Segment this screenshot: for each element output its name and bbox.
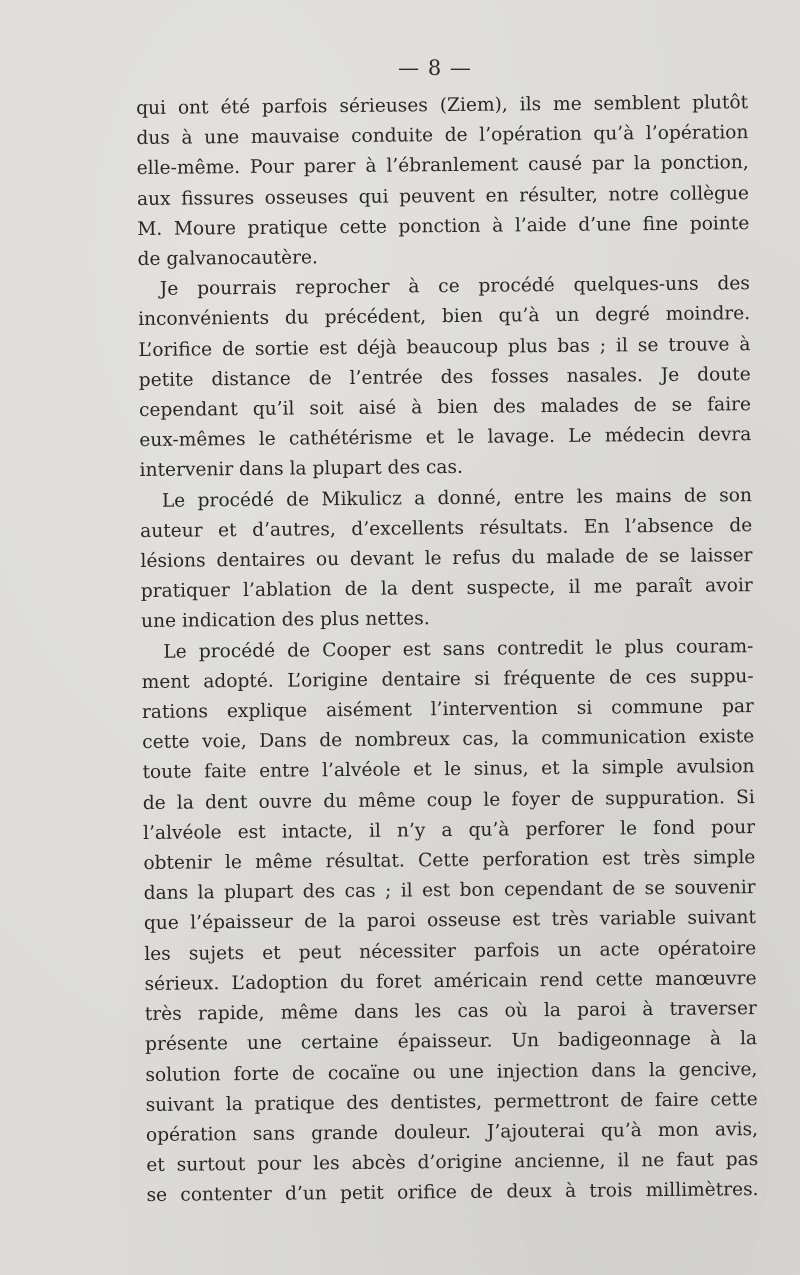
text-line: que l’épaisseur de la paroi osseuse est très variable suivant xyxy=(143,907,757,935)
text-line: les sujets et peut nécessiter parfois un acte opératoire xyxy=(144,937,757,965)
text-line: auteur et d’autres, d’excellents résultats. En l’absence de xyxy=(140,514,753,542)
text-line: intervenir dans la plupart des cas. xyxy=(139,457,463,482)
text-line: Je pourrais reprocher à ce procédé quelques-uns des xyxy=(159,273,750,300)
text-line: dus à une mauvaise conduite de l’opération qu’à l’opération xyxy=(136,122,749,150)
text-line: qui ont été parfois sérieuses (Ziem), ils me semblent plutôt xyxy=(136,92,749,119)
text-line: opération sans grande douleur. J’ajouterai qu’à mon avis, xyxy=(145,1118,759,1146)
page-number: — 8 — xyxy=(398,56,472,80)
text-line: M. Moure pratique cette ponction à l’aide d’une fine pointe xyxy=(137,212,750,240)
text-line: toute faite entre l’alvéole et le sinus, et la simple avulsion xyxy=(142,756,755,784)
text-line: sérieux. L’adoption du foret américain rend cette manœuvre xyxy=(144,967,757,995)
text-line: Le procédé de Mikulicz a donné, entre les mains de son xyxy=(161,484,752,512)
text-line: petite distance de l’entrée des fosses nasales. Je doute xyxy=(138,363,751,391)
text-line: très rapide, même dans les cas où la paroi à traverser xyxy=(144,998,757,1026)
text-line: aux fissures osseuses qui peuvent en résulter, notre collègue xyxy=(136,182,750,210)
text-line: suivant la pratique des dentistes, permettront de faire cette xyxy=(145,1088,758,1116)
text-line: pratiquer l’ablation de la dent suspecte, il me paraît avoir xyxy=(140,575,753,603)
text-line: eux-mêmes le cathétérisme et le lavage. Le médecin devra xyxy=(139,424,752,452)
text-line: dans la plupart des cas ; il est bon cependant de se souvenir xyxy=(143,877,756,905)
text-line: elle-même. Pour parer à l’ébranlement causé par la ponction, xyxy=(136,152,749,180)
text-line: l’alvéole est intacte, il n’y a qu’à perforer le fond pour xyxy=(142,816,756,844)
text-line: et surtout pour les abcès d’origine ancienne, il ne faut pas xyxy=(146,1149,759,1177)
text-line: obtenir le même résultat. Cette perforation est très simple xyxy=(143,847,756,875)
paragraph xyxy=(140,481,753,638)
paragraph xyxy=(141,632,758,1212)
text-line: rations explique aisément l’intervention si commune par xyxy=(141,696,755,724)
text-line: solution forte de cocaïne ou une injection dans la gencive, xyxy=(145,1058,758,1086)
text-line: ment adopté. L’origine dentaire si fréquente de ces suppu- xyxy=(141,665,754,693)
text-line: une indication des plus nettes. xyxy=(140,608,430,633)
body-text xyxy=(136,88,759,1211)
text-line: présente une certaine épaisseur. Un badigeonnage à la xyxy=(145,1028,758,1056)
text-line: L’orifice de sortie est déjà beaucoup plus bas ; il se trouve à xyxy=(138,333,751,361)
text-line: Le procédé de Cooper est sans contredit le plus couram- xyxy=(163,635,754,663)
text-line: de galvanocautère. xyxy=(137,247,318,271)
text-line: lésions dentaires ou devant le refus du malade de se laisser xyxy=(140,545,753,573)
text-line: cependant qu’il soit aisé à bien des malades de se faire xyxy=(138,394,752,422)
paragraph xyxy=(136,88,750,275)
paragraph xyxy=(138,269,752,486)
text-line: de la dent ouvre du même coup le foyer de suppuration. Si xyxy=(142,786,755,814)
text-line: se contenter d’un petit orifice de deux à trois millimètres. xyxy=(146,1179,759,1207)
text-line: cette voie, Dans de nombreux cas, la communication existe xyxy=(142,726,755,754)
text-line: inconvénients du précédent, bien qu’à un degré moindre. xyxy=(138,303,751,331)
